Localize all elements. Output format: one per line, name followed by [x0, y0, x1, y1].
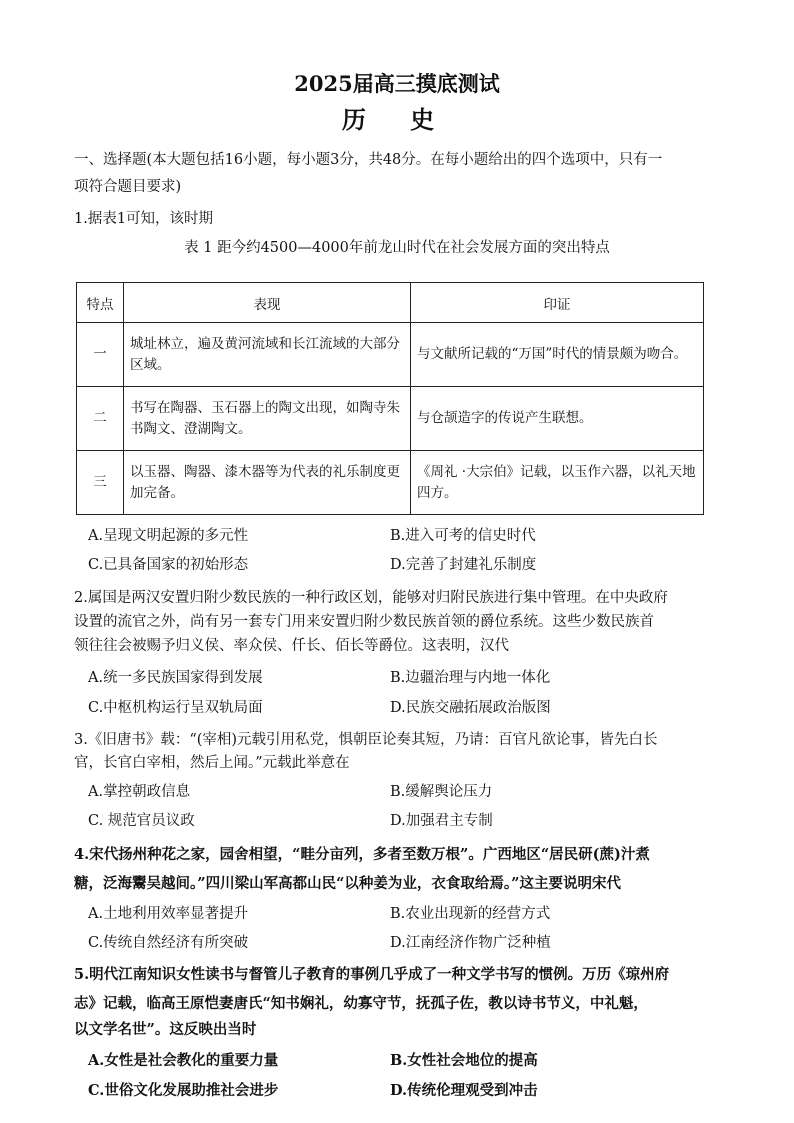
question-4-stem-line-2: 糖，泛海鬻吴越间。”四川梁山军高都山民“以种姜为业，衣食取给焉。”这主要说明宋代: [74, 875, 622, 892]
question-2-option-b: B.边疆治理与内地一体化: [390, 670, 551, 686]
question-4-option-c: C.传统自然经济有所突破: [88, 935, 249, 951]
section-instruction-line-1: 一、选择题(本大题包括16小题，每小题3分，共48分。在每小题给出的四个选项中，只有一: [74, 152, 663, 168]
question-2-option-d: D.民族交融拓展政治版图: [390, 700, 551, 716]
question-4-option-d: D.江南经济作物广泛种植: [390, 935, 551, 951]
question-4-option-b: B.农业出现新的经营方式: [390, 906, 551, 922]
question-5-stem-line-1: 5.明代江南知识女性读书与督管儿子教育的事例几乎成了一种文学书写的惯例。万历《琼州府: [74, 966, 670, 983]
question-2-option-c: C.中枢机构运行呈双轨局面: [88, 700, 263, 716]
table-cell-show: 以玉器、陶器、漆木器等为代表的礼乐制度更加完备。: [124, 451, 411, 515]
subject-title: 历 史: [341, 105, 453, 134]
table-row: [77, 387, 704, 451]
table-cell-show: 城址林立，遍及黄河流域和长江流域的大部分区域。: [124, 323, 411, 387]
table-caption: 表 1 距今约4500—4000年前龙山时代在社会发展方面的突出特点: [184, 240, 610, 256]
question-5-option-a: A.女性是社会教化的重要力量: [88, 1052, 279, 1069]
question-1-stem: 1.据表1可知，该时期: [74, 211, 214, 227]
section-instruction-line-2: 项符合题目要求): [74, 179, 182, 195]
table-header-feature: 特点: [77, 283, 124, 323]
table-header-show: 表现: [124, 283, 411, 323]
table-cell-proof: 与文献所记载的“万国”时代的情景颇为吻合。: [411, 323, 704, 387]
table-row: [77, 323, 704, 387]
question-2-stem-line-2: 设置的流官之外，尚有另一套专门用来安置归附少数民族首领的爵位系统。这些少数民族首: [74, 614, 654, 630]
question-5-option-d: D.传统伦理观受到冲击: [390, 1082, 538, 1099]
question-4-option-a: A.土地利用效率显著提升: [88, 906, 249, 922]
question-3-option-b: B.缓解舆论压力: [390, 784, 493, 800]
exam-title: 2025届高三摸底测试: [294, 71, 500, 96]
table-header-row: [77, 283, 704, 323]
table-cell-proof: 与仓颉造字的传说产生联想。: [411, 387, 704, 451]
table-header-proof: 印证: [411, 283, 704, 323]
question-2-stem-line-3: 领往往会被赐予归义侯、率众侯、仟长、佰长等爵位。这表明，汉代: [74, 638, 509, 654]
table-row: [77, 451, 704, 515]
feature-table: [76, 282, 704, 515]
question-5-option-b: B.女性社会地位的提高: [390, 1052, 538, 1069]
table-cell-proof: 《周礼 ·大宗伯》记载，以玉作六器，以礼天地四方。: [411, 451, 704, 515]
table-cell-feature: 三: [77, 451, 124, 515]
question-2-stem-line-1: 2.属国是两汉安置归附少数民族的一种行政区划，能够对归附民族进行集中管理。在中央政府: [74, 590, 668, 606]
question-4-stem-line-1: 4.宋代扬州种花之家，园舍相望，“畦分亩列，多者至数万根”。广西地区“居民研(蔗)汁煮: [74, 846, 650, 863]
question-5-stem-line-3: 以文学名世”。这反映出当时: [74, 1021, 257, 1038]
table-cell-feature: 二: [77, 387, 124, 451]
question-2-option-a: A.统一多民族国家得到发展: [88, 670, 263, 686]
question-3-option-c: C. 规范官员议政: [88, 813, 195, 829]
table-cell-show: 书写在陶器、玉石器上的陶文出现，如陶寺朱书陶文、澄湖陶文。: [124, 387, 411, 451]
question-1-option-c: C.已具备国家的初始形态: [88, 557, 249, 573]
question-1-option-d: D.完善了封建礼乐制度: [390, 557, 537, 573]
question-3-option-a: A.掌控朝政信息: [88, 784, 191, 800]
question-3-stem-line-1: 3.《旧唐书》载：“(宰相)元载引用私党，惧朝臣论奏其短，乃请：百官凡欲论事，皆先白长: [74, 732, 658, 748]
question-5-option-c: C.世俗文化发展助推社会进步: [88, 1082, 279, 1099]
question-3-stem-line-2: 官，长官白宰相，然后上闻。”元载此举意在: [74, 755, 350, 771]
question-1-option-a: A.呈现文明起源的多元性: [88, 528, 249, 544]
question-1-option-b: B.进入可考的信史时代: [390, 528, 536, 544]
question-5-stem-line-2: 志》记载，临高王原恺妻唐氏“知书娴礼，幼寡守节，抚孤子佐，教以诗书节义，中礼魁，: [74, 995, 648, 1012]
question-3-option-d: D.加强君主专制: [390, 813, 493, 829]
table-cell-feature: 一: [77, 323, 124, 387]
